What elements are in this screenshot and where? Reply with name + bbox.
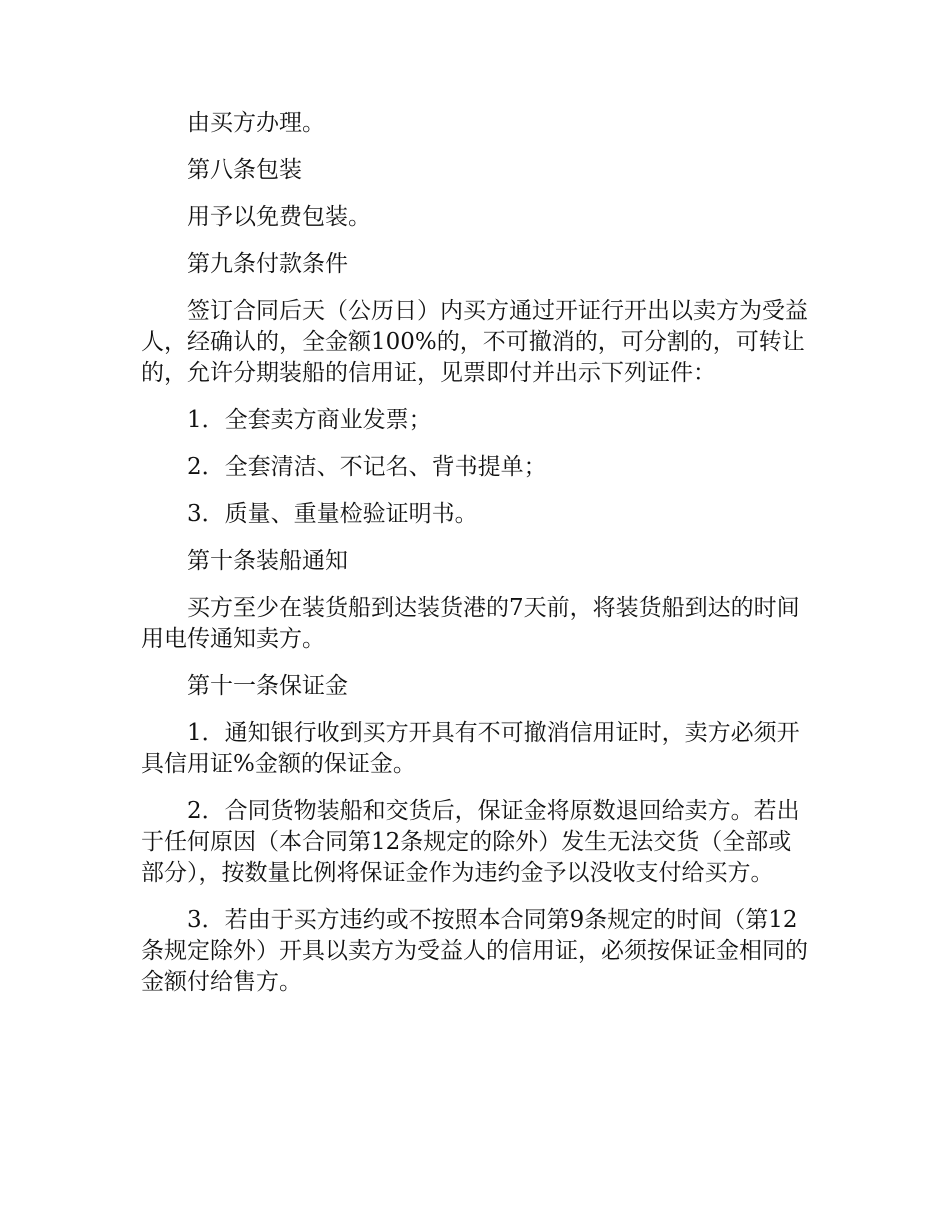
document-page [141, 108, 813, 1014]
paragraph-packaging: 用予以免费包装。 [187, 204, 371, 230]
heading-article-9-payment: 第九条付款条件 [187, 251, 348, 277]
paragraph-deposit-1: 1．通知银行收到买方开具有不可撤消信用证时，卖方必须开具信用证%金额的保证金。 [141, 720, 800, 777]
paragraph-shipping-notice: 买方至少在装货船到达装货港的7天前，将装货船到达的时间用电传通知卖方。 [141, 595, 800, 652]
paragraph-payment-terms: 签订合同后天（公历日）内买方通过开证行开出以卖方为受益人，经确认的，全金额100%的，不可撤消的，可分割的，可转让的，允许分期装船的信用证，见票即付并出示下列证件： [141, 298, 808, 386]
paragraph-buyer-handles: 由买方办理。 [187, 110, 325, 136]
list-item-inspection-certificate: 3．质量、重量检验证明书。 [187, 501, 478, 527]
heading-article-10-shipping-notice: 第十条装船通知 [187, 548, 348, 574]
list-item-bill-of-lading: 2．全套清洁、不记名、背书提单； [187, 454, 547, 480]
list-item-invoice: 1．全套卖方商业发票； [187, 407, 432, 433]
heading-article-11-deposit: 第十一条保证金 [187, 673, 348, 699]
paragraph-deposit-3: 3．若由于买方违约或不按照本合同第9条规定的时间（第12条规定除外）开具以卖方为受益人的信用证，必须按保证金相同的金额付给售方。 [141, 907, 808, 995]
heading-article-8-packaging: 第八条包装 [187, 157, 302, 183]
paragraph-deposit-2: 2．合同货物装船和交货后，保证金将原数退回给卖方。若出于任何原因（本合同第12条规定的除外）发生无法交货（全部或部分），按数量比例将保证金作为违约金予以没收支付给买方。 [141, 798, 800, 886]
